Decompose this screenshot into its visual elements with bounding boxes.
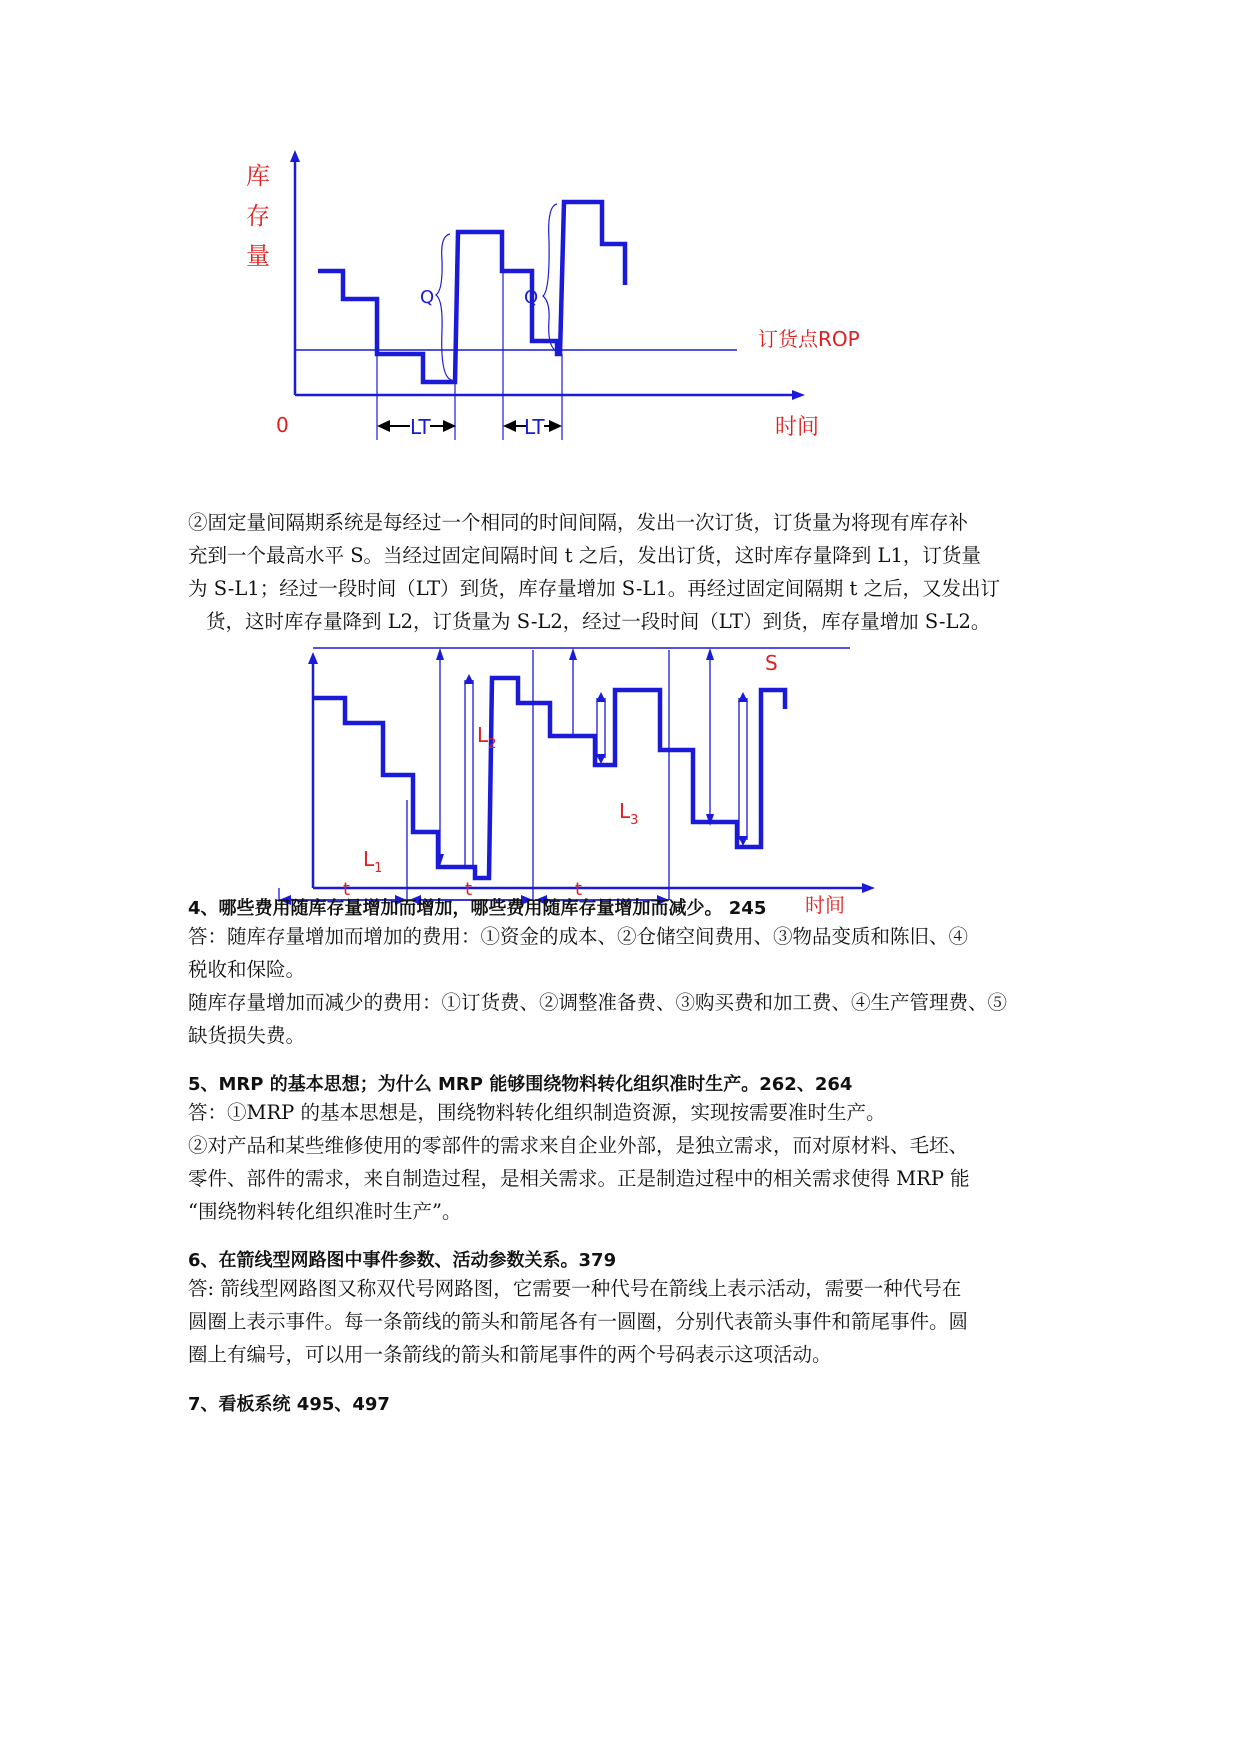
level-label-l3: $L_3$ [619, 799, 639, 828]
interval-guides [279, 650, 669, 902]
paragraph-line: ②固定量间隔期系统是每经过一个相同的时间间隔，发出一次订货，订货量为将现有库存补 [188, 511, 969, 534]
paragraph-line: 充到一个最高水平 S。当经过固定间隔时间 t 之后，发出订货，这时库存量降到 L1，订货量 [188, 544, 981, 567]
q6-answer [188, 1272, 1058, 1371]
q5-answer [188, 1096, 1058, 1228]
paragraph-line: 为 S-L1；经过一段时间（LT）到货，库存量增加 S-L1。再经过固定间隔期 t 之后，又发出订 [188, 577, 1001, 600]
answer-line: “围绕物料转化组织准时生产”。 [188, 1200, 462, 1223]
level-label-l1: $L_1$ [363, 847, 383, 876]
q4-answer [188, 920, 1058, 1052]
answer-line: 圈上有编号，可以用一条箭线的箭头和箭尾事件的两个号码表示这项活动。 [188, 1343, 832, 1366]
answer-line: 答：随库存量增加而增加的费用：①资金的成本、②仓储空间费用、③物品变质和陈旧、④ [188, 925, 969, 948]
inventory-curve [318, 202, 625, 382]
answer-line: 税收和保险。 [188, 958, 306, 981]
level-label-l2: $L_2$ [477, 723, 497, 752]
answer-line: 答：①MRP 的基本思想是，围绕物料转化组织制造资源，实现按需要准时生产。 [188, 1101, 886, 1124]
answer-line: 零件、部件的需求，来自制造过程，是相关需求。正是制造过程中的相关需求使得 MRP 能 [188, 1167, 970, 1190]
y-axis-label-1: 库 [246, 162, 270, 190]
answer-line: 缺货损失费。 [188, 1024, 306, 1047]
y-axis-label-3: 量 [246, 242, 270, 270]
answer-line: 答: 箭线型网路图又称双代号网路图，它需要一种代号在箭线上表示活动，需要一种代号在 [188, 1277, 962, 1300]
inventory-curve [313, 678, 785, 878]
answer-line: ②对产品和某些维修使用的零部件的需求来自企业外部，是独立需求，而对原材料、毛坯、 [188, 1134, 969, 1157]
q-brace-1 [436, 234, 452, 380]
axes [290, 150, 805, 400]
rop-label: 订货点ROP [758, 327, 860, 351]
lt-label-1: LT [410, 415, 431, 439]
q-label-1: Q [420, 287, 435, 308]
y-axis-label-2: 存 [246, 202, 270, 230]
q-brace-2 [543, 204, 558, 352]
q4-heading: 4、哪些费用随库存量增加而增加，哪些费用随库存量增加而减少。 245 [188, 898, 767, 919]
y-axis-arrow [290, 150, 300, 162]
q6-heading: 6、在箭线型网路图中事件参数、活动参数关系。379 [188, 1250, 617, 1271]
fixed-interval-paragraph [188, 506, 1058, 638]
answer-line: 随库存量增加而减少的费用：①订货费、②调整准备费、③购买费和加工费、④生产管理费、⑤ [188, 991, 1008, 1014]
y-axis-arrow [308, 652, 318, 664]
x-axis-arrow [792, 390, 805, 400]
figure-fixed-quantity-chart [240, 150, 880, 490]
q7-heading: 7、看板系统 495、497 [188, 1394, 390, 1415]
x-axis-label: 时间 [805, 893, 845, 917]
origin-label: 0 [276, 413, 289, 437]
paragraph-line: 货，这时库存量降到 L2，订货量为 S-L2，经过一段时间（LT）到货，库存量增加 S-L2。 [206, 610, 991, 633]
t-label-2: t [465, 879, 473, 900]
x-axis-label: 时间 [775, 415, 820, 440]
q5-heading: 5、MRP 的基本思想；为什么 MRP 能够围绕物料转化组织准时生产。262、264 [188, 1074, 853, 1095]
x-axis-arrow [862, 883, 875, 893]
answer-line: 圆圈上表示事件。每一条箭线的箭头和箭尾各有一圆圈，分别代表箭头事件和箭尾事件。圆 [188, 1310, 969, 1333]
q-label-2: Q [524, 287, 539, 308]
axes [308, 652, 875, 893]
lt-label-2: LT [524, 415, 545, 439]
order-quantity-arrows [436, 648, 748, 866]
t-label-3: t [575, 879, 583, 900]
t-label-1: t [343, 879, 351, 900]
s-label: S [765, 651, 778, 675]
